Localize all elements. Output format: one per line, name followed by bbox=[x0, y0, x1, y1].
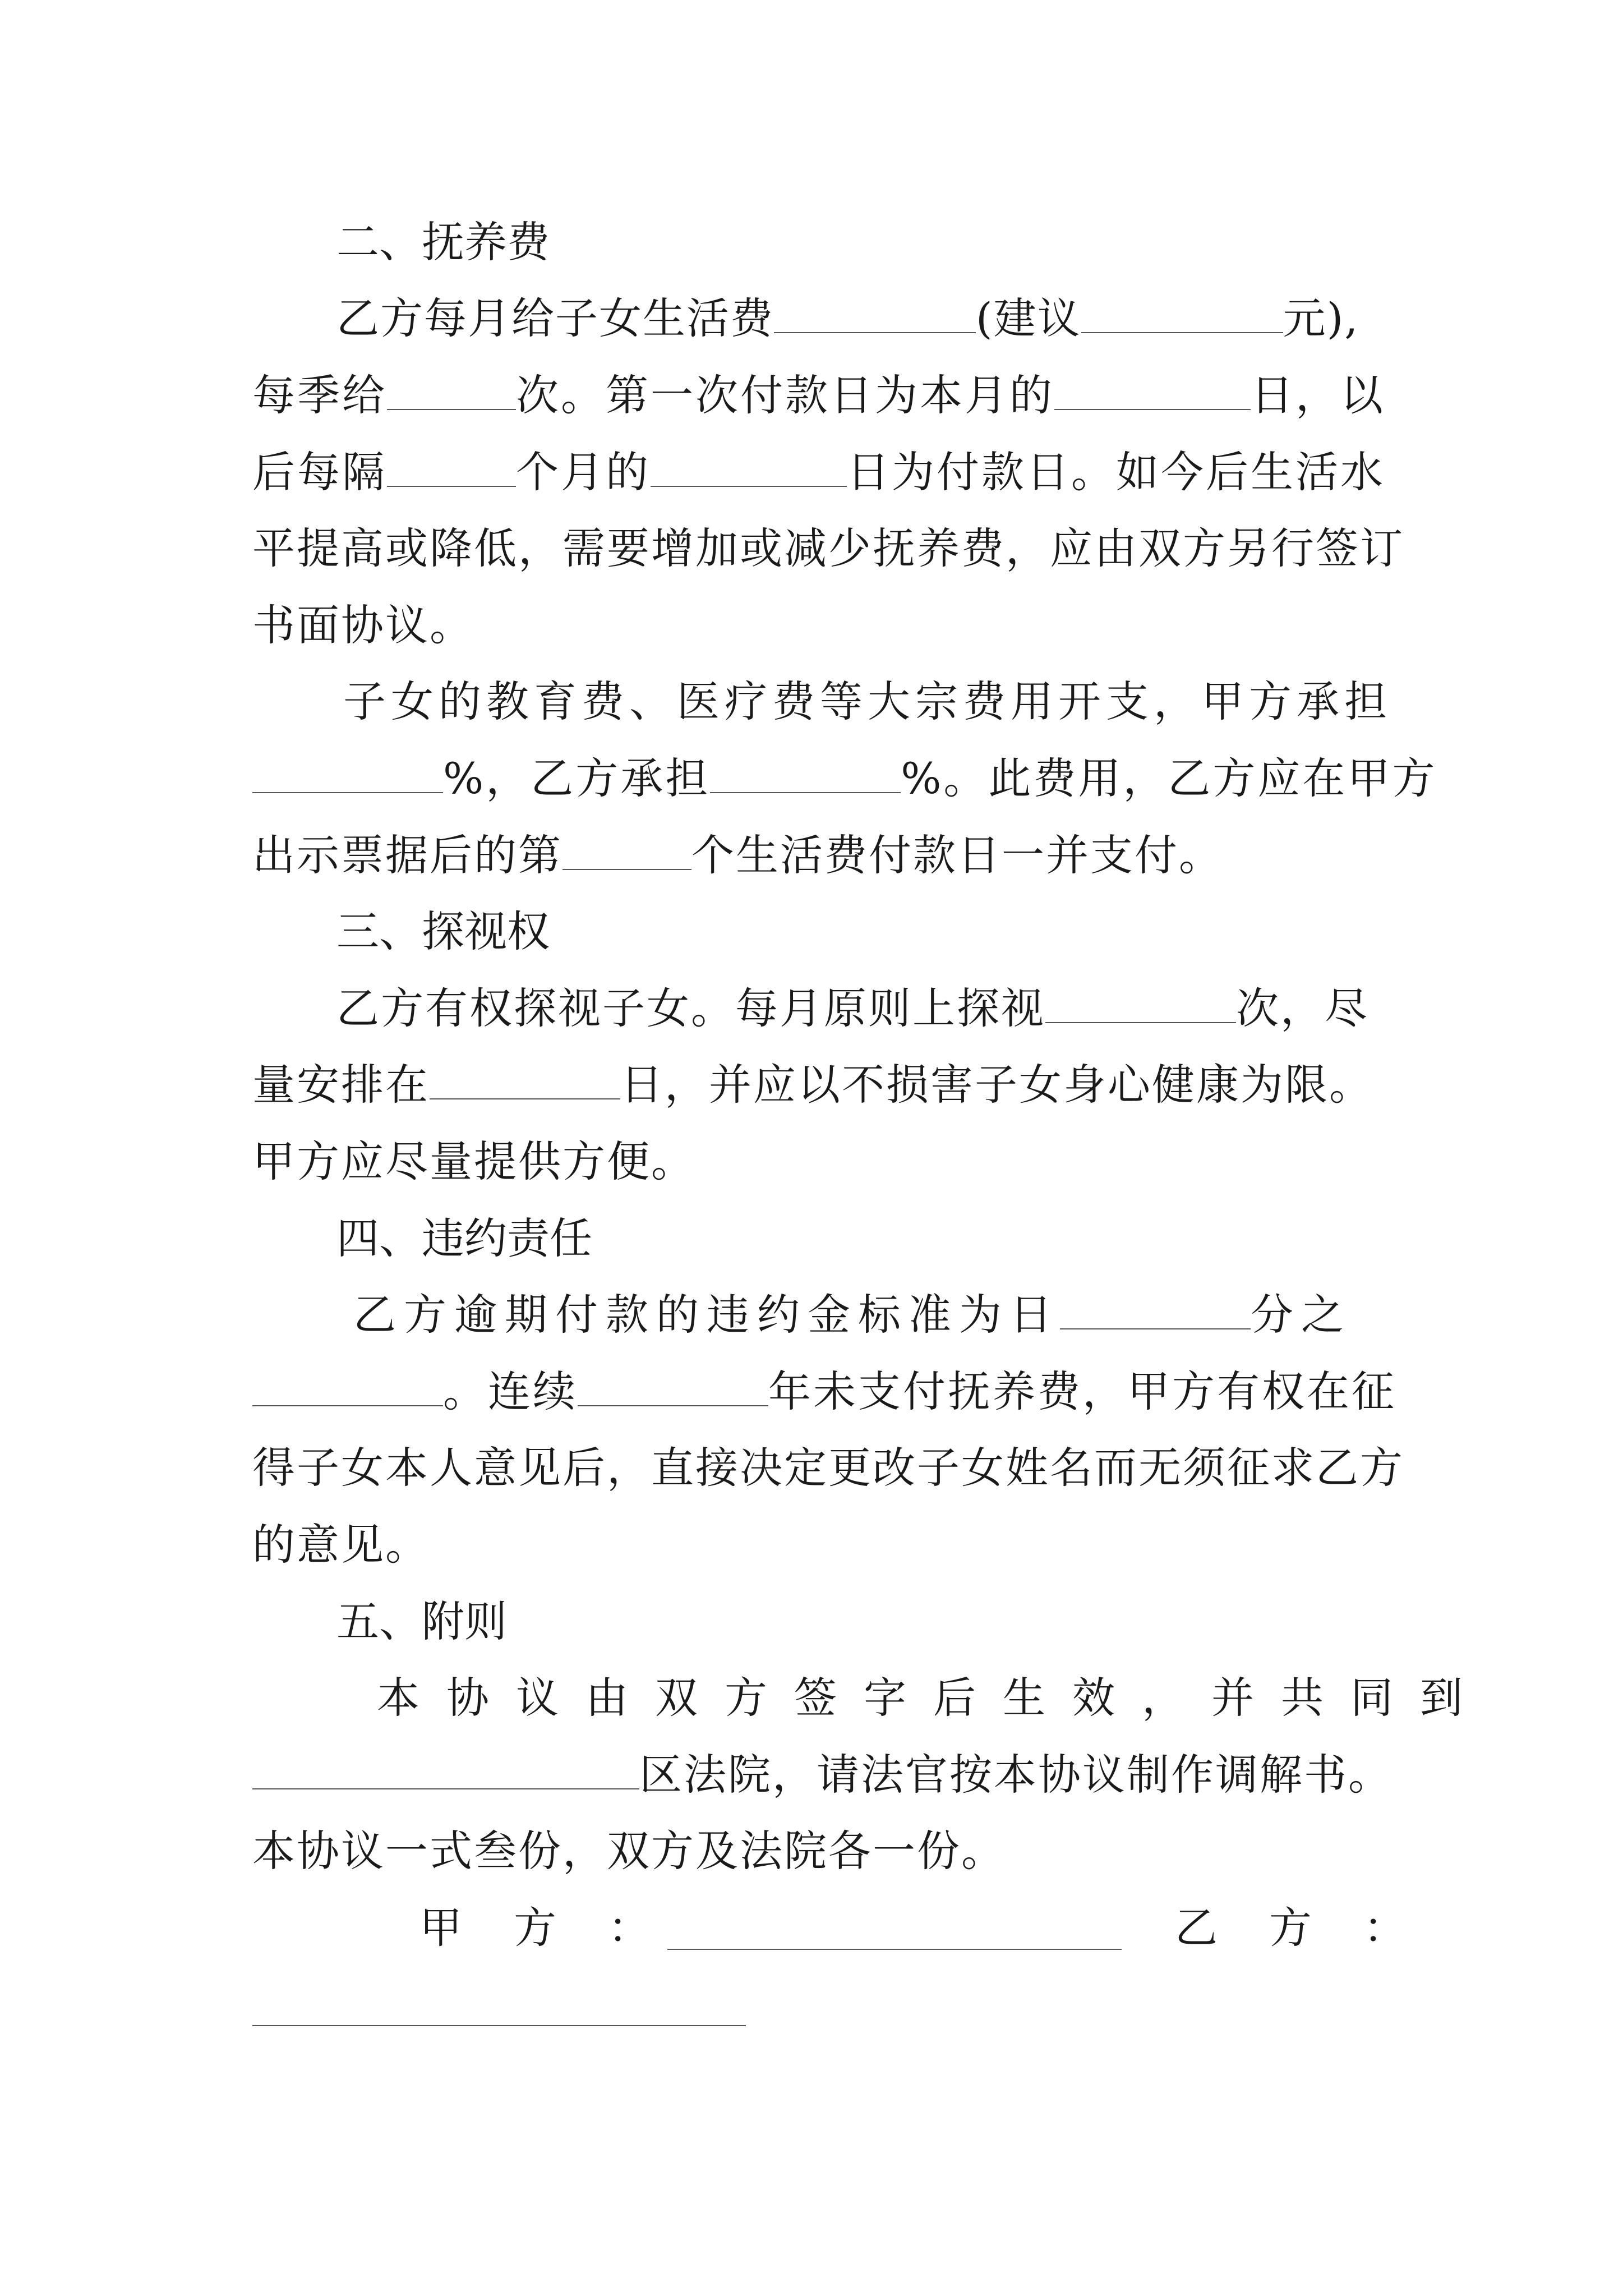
paragraph-line: 本协议由双方签字后生效，并共同到 bbox=[377, 1673, 1490, 1723]
paragraph-line: 得子女本人意见后，直接决定更改子女姓名而无须征求乙方 bbox=[252, 1443, 1404, 1493]
paragraph-line: 区法院，请法官按本协议制作调解书。 bbox=[252, 1747, 1393, 1803]
section-heading-provisions: 五、附则 bbox=[336, 1596, 507, 1646]
signature-party-b-label: 乙 方 ： bbox=[1175, 1903, 1410, 1953]
paragraph-line: %，乙方承担 %。此费用，乙方应在甲方 bbox=[252, 751, 1437, 807]
section-heading-support: 二、抚养费 bbox=[336, 217, 550, 267]
blank-field bbox=[1081, 292, 1283, 333]
paragraph-line: 乙方每月给子女生活费 (建议 元), bbox=[336, 291, 1359, 347]
signature-party-a-line bbox=[667, 1906, 1122, 1950]
paragraph-line: 甲方应尽量提供方便。 bbox=[252, 1137, 695, 1186]
paragraph-line: 后每隔 个月的 日为付款日。如今后生活水 bbox=[252, 444, 1385, 500]
blank-field bbox=[252, 1365, 443, 1406]
blank-field bbox=[430, 1058, 620, 1099]
blank-field bbox=[252, 752, 443, 793]
blank-field bbox=[387, 445, 516, 487]
blank-field bbox=[578, 1365, 768, 1406]
blank-field bbox=[774, 292, 976, 333]
paragraph-line: 的意见。 bbox=[252, 1520, 430, 1570]
blank-field bbox=[252, 1748, 639, 1789]
paragraph-line: 乙方有权探视子女。每月原则上探视 次，尽 bbox=[336, 981, 1369, 1037]
blank-field bbox=[387, 369, 516, 410]
paragraph-line: 平提高或降低，需要增加或减少抚养费，应由双方另行签订 bbox=[252, 523, 1404, 573]
paragraph-line: 书面协议。 bbox=[252, 600, 474, 650]
paragraph-line: 本协议一式叁份，双方及法院各一份。 bbox=[252, 1826, 1006, 1876]
paragraph-line: 。连续 年未支付抚养费，甲方有权在征 bbox=[252, 1364, 1396, 1420]
section-heading-liability: 四、违约责任 bbox=[336, 1213, 592, 1263]
paragraph-line: 乙方逾期付款的违约金标准为日 分之 bbox=[353, 1287, 1352, 1343]
paragraph-line: 每季给 次。第一次付款日为本月的 日，以 bbox=[252, 367, 1385, 424]
paragraph-line: 量安排在 日，并应以不损害子女身心健康为限。 bbox=[252, 1057, 1373, 1113]
signature-party-a-label: 甲 方 ： bbox=[419, 1903, 655, 1953]
blank-field bbox=[710, 752, 901, 793]
blank-field bbox=[651, 445, 847, 487]
paragraph-line: 出示票据后的第 个生活费付款日一并支付。 bbox=[252, 827, 1223, 884]
blank-field bbox=[562, 829, 691, 870]
signature-party-b-line bbox=[252, 1982, 746, 2026]
blank-field bbox=[1060, 1288, 1251, 1329]
blank-field bbox=[1054, 369, 1251, 410]
paragraph-line: 子女的教育费、医疗费等大宗费用开支，甲方承担 bbox=[343, 677, 1392, 726]
blank-field bbox=[1045, 982, 1236, 1023]
section-heading-visitation: 三、探视权 bbox=[336, 907, 550, 956]
